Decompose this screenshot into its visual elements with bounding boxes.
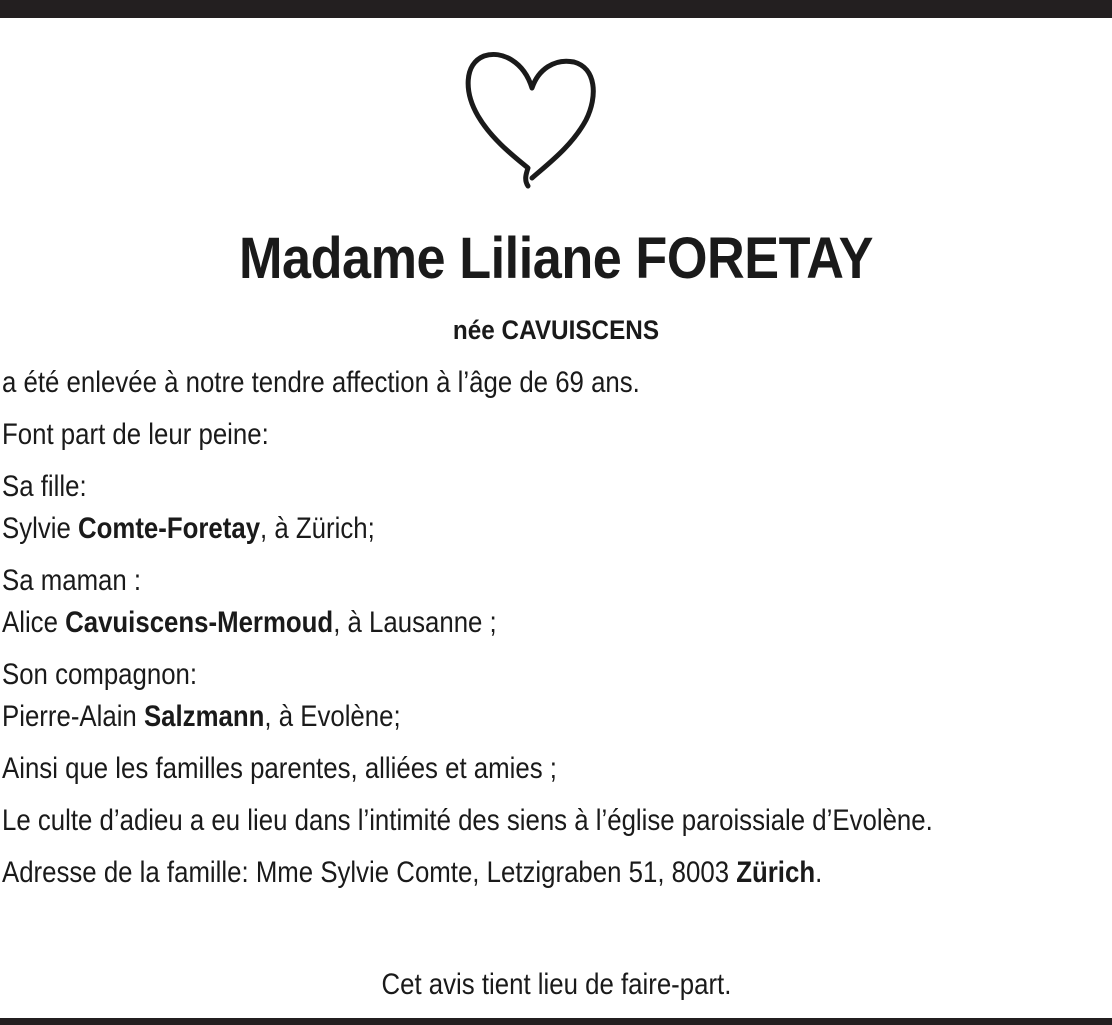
closing-line: [0, 964, 1112, 1006]
daughter-place: , à Zürich;: [260, 512, 375, 545]
partner-last-name: Salzmann: [143, 700, 265, 733]
partner-entry: [2, 654, 1110, 738]
address-text: Adresse de la famille: Mme Sylvie Comte, Letzigraben 51, 8003: [2, 856, 737, 889]
deceased-name: Madame Liliane FORETAY: [238, 226, 874, 291]
bottom-border: [0, 1018, 1112, 1025]
intro-line: a été enlevée à notre tendre affection à l’âge de 69 ans.: [2, 366, 640, 399]
heart-icon: [462, 40, 602, 192]
daughter-label: Sa fille:: [2, 470, 87, 503]
mother-last-name: Cavuiscens-Mermoud: [65, 606, 334, 639]
families-line: Ainsi que les familles parentes, alliées et amies ;: [2, 752, 557, 785]
daughter-entry: [2, 466, 1110, 550]
mother-first-name: Alice: [2, 606, 66, 639]
daughter-last-name: Comte-Foretay: [77, 512, 261, 545]
top-border: [0, 0, 1112, 18]
address-city: Zürich: [736, 856, 816, 889]
partner-place: , à Evolène;: [264, 700, 401, 733]
font-part-line: Font part de leur peine:: [2, 418, 269, 451]
announcement-body: [2, 362, 1110, 904]
maiden-name: née CAVUISCENS: [452, 315, 660, 345]
mother-place: , à Lausanne ;: [333, 606, 497, 639]
address-line: [2, 852, 1110, 894]
mother-label: Sa maman :: [2, 564, 142, 597]
partner-first-name: Pierre-Alain: [2, 700, 144, 733]
daughter-first-name: Sylvie: [2, 512, 78, 545]
ceremony-paragraph: Le culte d’adieu a eu lieu dans l’intimité des siens à l’église paroissiale d’Evolène.: [2, 804, 933, 837]
address-suffix: .: [815, 856, 823, 889]
partner-label: Son compagnon:: [2, 658, 198, 691]
mother-entry: [2, 560, 1110, 644]
closing-text: Cet avis tient lieu de faire-part.: [381, 968, 731, 1001]
